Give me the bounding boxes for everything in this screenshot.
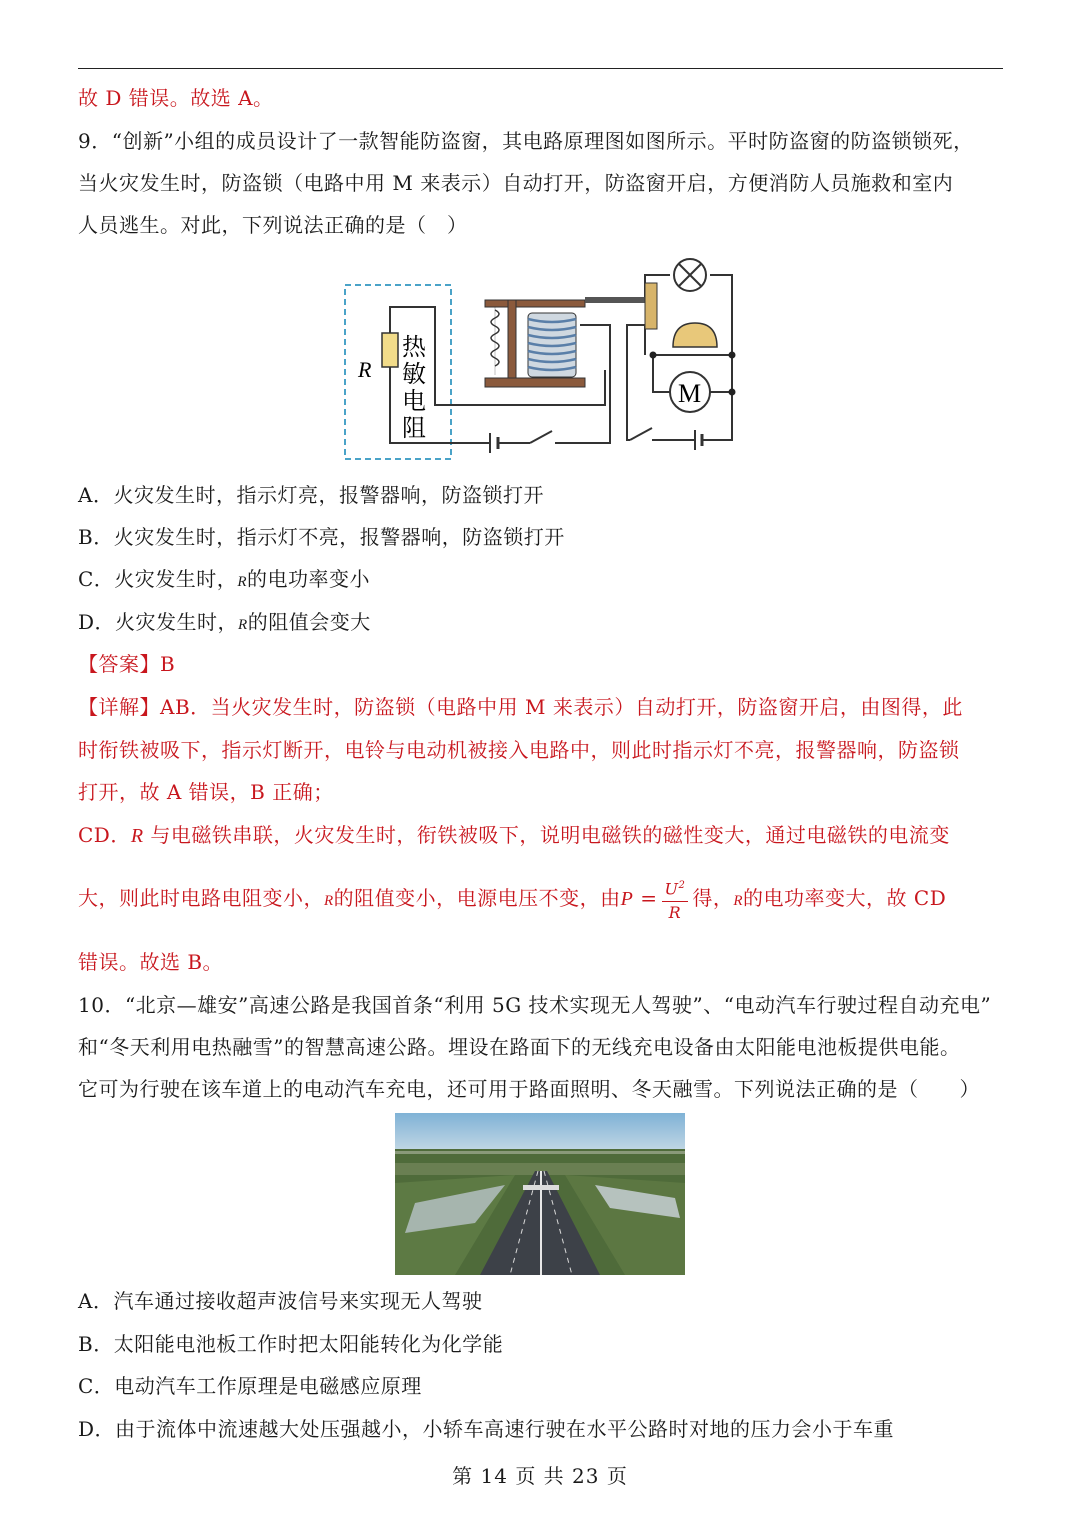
q10-stem-line-2: 和“冬天利用电热融雪”的智慧高速公路。埋设在路面下的无线充电设备由太阳能电池板提供电能。 [78,1035,961,1059]
resistor-text-1: 热 [402,333,426,361]
q10-stem-line-1: 10．“北京—雄安”高速公路是我国首条“利用 5G 技术实现无人驾驶”、“电动汽车行驶过程自动充电” [78,993,992,1017]
q9-option-c: C．火灾发生时，R的电功率变小 [78,567,370,591]
q10-option-d: D．由于流体中流速越大处压强越小，小轿车高速行驶在水平公路时对地的压力会小于车重 [78,1417,895,1441]
q9-option-d: D．火灾发生时，R的阻值会变大 [78,610,371,634]
alarm-bell [673,323,717,347]
q9-option-b: B．火灾发生时，指示灯不亮，报警器响，防盗锁打开 [78,525,565,549]
q9-detail-line-1: 【详解】AB．当火灾发生时，防盗锁（电路中用 M 来表示）自动打开，防盗窗开启，由图得，此 [78,695,963,719]
motor-label: M [678,379,702,408]
r-label: R [358,357,372,382]
q9-stem-line-1: 9．“创新”小组的成员设计了一款智能防盗窗，其电路原理图如图所示。平时防盗窗的防盗锁锁死， [78,129,974,153]
power-formula-fraction: $\frac{U^2}{R}$ [662,875,689,923]
resistor-text-3: 电 [402,387,426,415]
switch-right [630,428,652,440]
armature-bar [585,297,647,303]
switch-left [530,431,552,443]
q10-option-b: B．太阳能电池板工作时把太阳能转化为化学能 [78,1332,504,1356]
q9-stem-line-3: 人员逃生。对此，下列说法正确的是（ ） [78,213,468,237]
q10-option-c: C．电动汽车工作原理是电磁感应原理 [78,1374,422,1398]
thermistor [382,333,398,367]
page-footer: 第 14 页 共 23 页 [452,1464,628,1488]
q9-detail-line-4: CD．R 与电磁铁串联，火灾发生时，衔铁被吸下，说明电磁铁的磁性变大，通过电磁铁的电流变 [78,823,950,847]
resistor-text-4: 阻 [402,414,426,442]
circuit-diagram [340,255,740,465]
q9-detail-line-3: 打开，故 A 错误，B 正确； [78,780,334,804]
q10-stem-line-3: 它可为行驶在该车道上的电动汽车充电，还可用于路面照明、冬天融雪。下列说法正确的是（ ） [78,1077,980,1101]
contacts [645,283,657,329]
q9-answer: 【答案】B [78,652,176,676]
header-rule [78,68,1003,69]
q9-detail-line-5: 大，则此时电路电阻变小，R的阻值变小，电源电压不变，由P = $\frac{U^2}{R}$ 得，R的电功率变大，故 CD [78,872,946,927]
resistor-text-2: 敏 [402,360,426,388]
q9-detail-line-6: 错误。故选 B。 [78,950,224,974]
armature [485,300,585,307]
q9-detail-line-2: 时衔铁被吸下，指示灯断开，电铃与电动机被接入电路中，则此时指示灯不亮，报警器响，防盗锁 [78,738,960,762]
q10-option-a: A．汽车通过接收超声波信号来实现无人驾驶 [78,1289,483,1313]
highway-photo [395,1113,685,1275]
q9-option-a: A．火灾发生时，指示灯亮，报警器响，防盗锁打开 [78,483,544,507]
previous-answer-tail: 故 D 错误。故选 A。 [78,86,274,110]
q9-stem-line-2: 当火灾发生时，防盗锁（电路中用 M 来表示）自动打开，防盗窗开启，方便消防人员施救和室内 [78,171,954,195]
